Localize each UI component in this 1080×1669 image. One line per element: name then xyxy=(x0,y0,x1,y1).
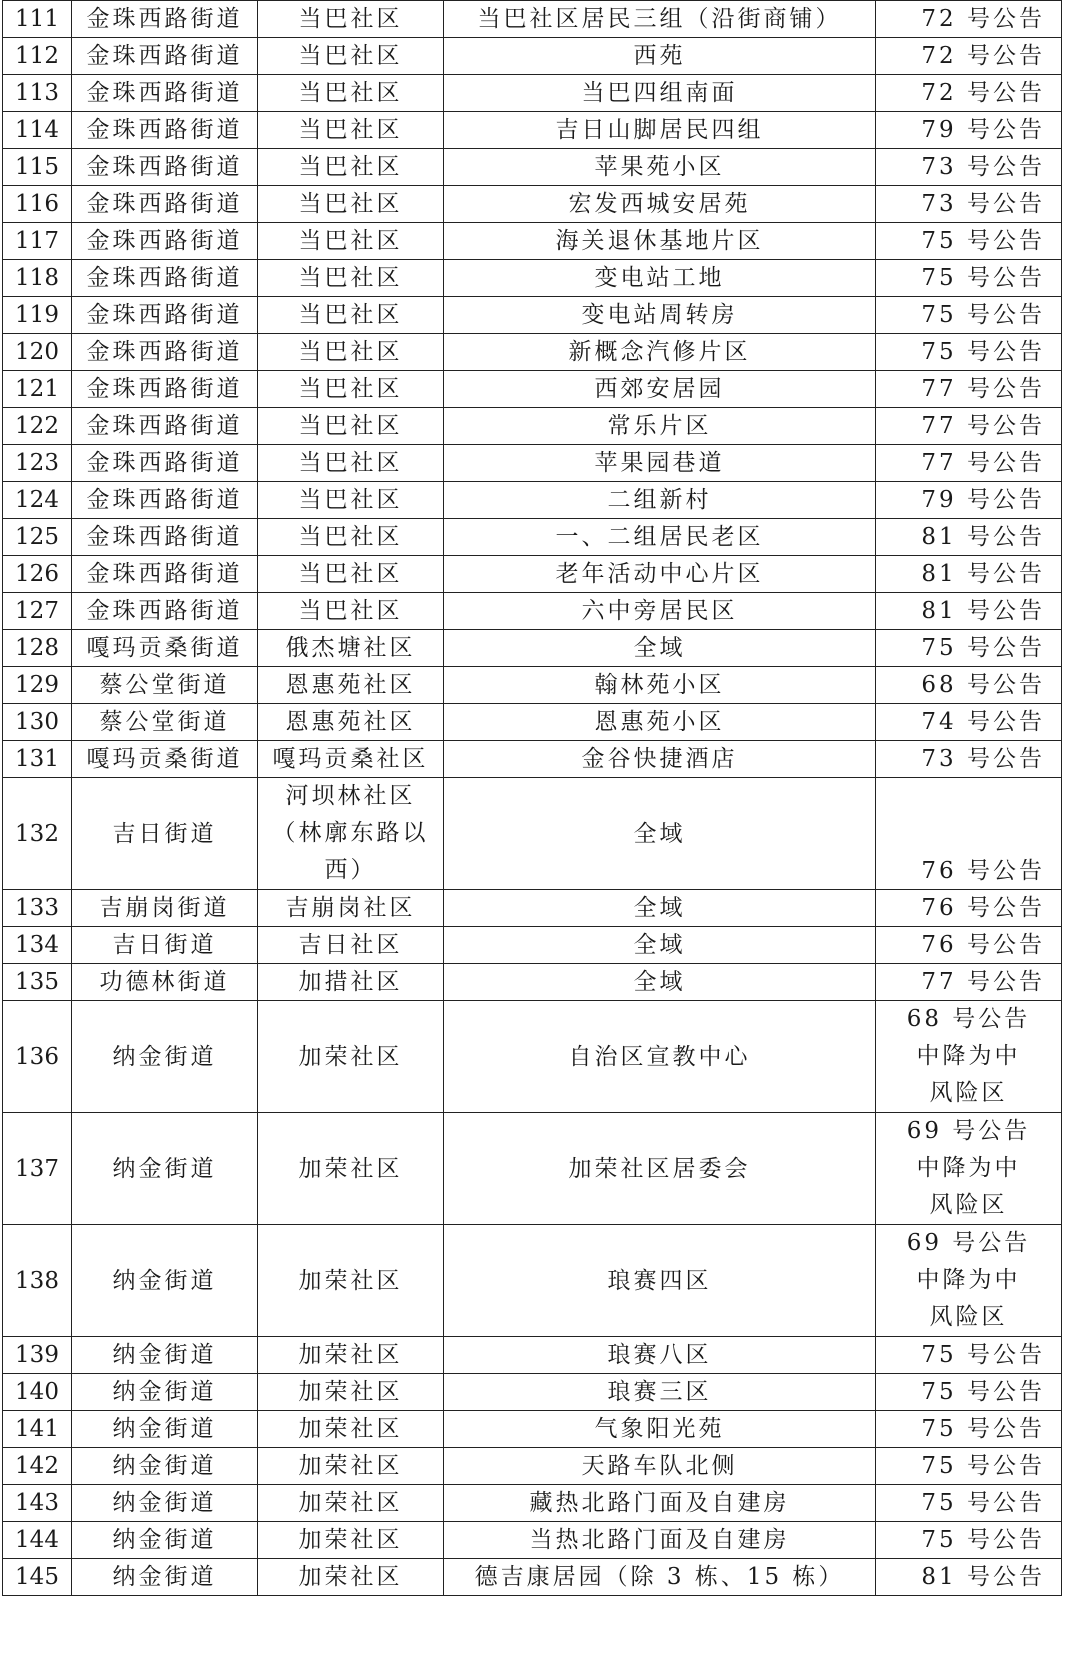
row-number-cell: 142 xyxy=(3,1448,72,1485)
row-number-cell: 111 xyxy=(3,1,72,38)
community-cell: 加荣社区 xyxy=(258,1485,444,1522)
area-cell: 变电站周转房 xyxy=(444,297,876,334)
community-cell: 当巴社区 xyxy=(258,593,444,630)
table-row xyxy=(3,890,1062,927)
table-row xyxy=(3,38,1062,75)
notice-cell xyxy=(876,445,1062,482)
notice-cell xyxy=(876,556,1062,593)
area-cell: 变电站工地 xyxy=(444,260,876,297)
street-cell: 金珠西路街道 xyxy=(72,371,258,408)
table-row xyxy=(3,371,1062,408)
community-cell: 吉崩岗社区 xyxy=(258,890,444,927)
community-cell: 当巴社区 xyxy=(258,519,444,556)
notice-cell xyxy=(876,1485,1062,1522)
street-cell: 金珠西路街道 xyxy=(72,556,258,593)
notice-cell-line: 风险区 xyxy=(929,1304,1008,1330)
table-row xyxy=(3,1485,1062,1522)
notice-cell xyxy=(876,1374,1062,1411)
area-cell: 德吉康居园（除 3 栋、15 栋） xyxy=(444,1559,876,1596)
notice-cell xyxy=(876,334,1062,371)
notice-cell xyxy=(876,927,1062,964)
table-row xyxy=(3,112,1062,149)
notice-cell xyxy=(876,186,1062,223)
community-cell: 加荣社区 xyxy=(258,1374,444,1411)
notice-cell-line: 77 号公告 xyxy=(921,413,1045,439)
table-row xyxy=(3,1337,1062,1374)
street-cell: 纳金街道 xyxy=(72,1522,258,1559)
notice-cell xyxy=(876,38,1062,75)
community-cell: 加荣社区 xyxy=(258,1337,444,1374)
community-cell: 当巴社区 xyxy=(258,149,444,186)
community-cell xyxy=(258,778,444,890)
notice-cell xyxy=(876,260,1062,297)
notice-cell-line: 75 号公告 xyxy=(921,302,1045,328)
street-cell: 金珠西路街道 xyxy=(72,75,258,112)
row-number-cell: 145 xyxy=(3,1559,72,1596)
street-cell: 金珠西路街道 xyxy=(72,334,258,371)
risk-area-table xyxy=(2,0,1062,1596)
table-row xyxy=(3,334,1062,371)
notice-cell xyxy=(876,371,1062,408)
row-number-cell: 136 xyxy=(3,1001,72,1113)
notice-cell-line: 风险区 xyxy=(929,1080,1008,1106)
notice-cell-line: 77 号公告 xyxy=(921,969,1045,995)
row-number-cell: 129 xyxy=(3,667,72,704)
row-number-cell: 137 xyxy=(3,1113,72,1225)
row-number-cell: 139 xyxy=(3,1337,72,1374)
street-cell: 金珠西路街道 xyxy=(72,38,258,75)
notice-cell-line: 72 号公告 xyxy=(921,80,1045,106)
table-row xyxy=(3,1448,1062,1485)
notice-cell-line: 69 号公告 xyxy=(906,1118,1031,1144)
notice-cell xyxy=(876,630,1062,667)
notice-cell-line: 75 号公告 xyxy=(921,1379,1045,1405)
notice-cell-line: 75 号公告 xyxy=(921,1490,1045,1516)
community-cell: 嘎玛贡桑社区 xyxy=(258,741,444,778)
notice-cell-line: 72 号公告 xyxy=(921,6,1045,32)
community-cell-line: 河坝林社区 xyxy=(285,783,416,809)
notice-cell-line: 69 号公告 xyxy=(906,1230,1031,1256)
community-cell: 当巴社区 xyxy=(258,297,444,334)
notice-cell-line: 中降为中 xyxy=(916,1043,1021,1069)
area-cell: 苹果园巷道 xyxy=(444,445,876,482)
notice-cell-line: 79 号公告 xyxy=(921,117,1045,143)
table-row xyxy=(3,1113,1062,1225)
notice-cell-line: 75 号公告 xyxy=(921,339,1045,365)
area-cell: 西郊安居园 xyxy=(444,371,876,408)
notice-cell xyxy=(876,408,1062,445)
area-cell: 常乐片区 xyxy=(444,408,876,445)
notice-cell xyxy=(876,964,1062,1001)
row-number-cell: 128 xyxy=(3,630,72,667)
row-number-cell: 140 xyxy=(3,1374,72,1411)
row-number-cell: 117 xyxy=(3,223,72,260)
notice-cell xyxy=(876,667,1062,704)
row-number-cell: 115 xyxy=(3,149,72,186)
notice-cell-line: 68 号公告 xyxy=(906,1006,1031,1032)
area-cell: 琅赛三区 xyxy=(444,1374,876,1411)
table-row xyxy=(3,667,1062,704)
notice-cell-line: 73 号公告 xyxy=(921,154,1045,180)
street-cell: 金珠西路街道 xyxy=(72,112,258,149)
notice-cell xyxy=(876,519,1062,556)
community-cell: 加荣社区 xyxy=(258,1225,444,1337)
community-cell: 加荣社区 xyxy=(258,1411,444,1448)
row-number-cell: 130 xyxy=(3,704,72,741)
street-cell: 金珠西路街道 xyxy=(72,223,258,260)
community-cell: 恩惠苑社区 xyxy=(258,704,444,741)
community-cell: 恩惠苑社区 xyxy=(258,667,444,704)
community-cell: 当巴社区 xyxy=(258,556,444,593)
community-cell: 当巴社区 xyxy=(258,334,444,371)
area-cell: 当巴四组南面 xyxy=(444,75,876,112)
area-cell: 金谷快捷酒店 xyxy=(444,741,876,778)
notice-cell xyxy=(876,149,1062,186)
area-cell: 六中旁居民区 xyxy=(444,593,876,630)
table-row xyxy=(3,1001,1062,1113)
notice-cell-line: 68 号公告 xyxy=(921,672,1045,698)
street-cell: 功德林街道 xyxy=(72,964,258,1001)
notice-cell-line: 76 号公告 xyxy=(921,932,1045,958)
notice-cell xyxy=(876,223,1062,260)
community-cell: 当巴社区 xyxy=(258,75,444,112)
notice-cell xyxy=(876,112,1062,149)
document-page xyxy=(2,0,1061,1664)
notice-cell-line: 75 号公告 xyxy=(921,265,1045,291)
row-number-cell: 126 xyxy=(3,556,72,593)
notice-cell xyxy=(876,1,1062,38)
street-cell: 金珠西路街道 xyxy=(72,408,258,445)
table-row xyxy=(3,741,1062,778)
street-cell: 纳金街道 xyxy=(72,1225,258,1337)
notice-cell-line: 72 号公告 xyxy=(921,43,1045,69)
notice-cell-line: 79 号公告 xyxy=(921,487,1045,513)
community-cell: 当巴社区 xyxy=(258,1,444,38)
area-cell: 恩惠苑小区 xyxy=(444,704,876,741)
community-cell-line: （林廓东路以 xyxy=(272,820,429,846)
street-cell: 金珠西路街道 xyxy=(72,149,258,186)
notice-cell-line: 77 号公告 xyxy=(921,450,1045,476)
table-row xyxy=(3,1559,1062,1596)
table-row xyxy=(3,1,1062,38)
row-number-cell: 118 xyxy=(3,260,72,297)
community-cell: 当巴社区 xyxy=(258,408,444,445)
table-row xyxy=(3,519,1062,556)
area-cell: 老年活动中心片区 xyxy=(444,556,876,593)
community-cell: 俄杰塘社区 xyxy=(258,630,444,667)
notice-cell-line: 81 号公告 xyxy=(921,524,1045,550)
row-number-cell: 133 xyxy=(3,890,72,927)
area-cell: 苹果苑小区 xyxy=(444,149,876,186)
table-row xyxy=(3,927,1062,964)
area-cell: 气象阳光苑 xyxy=(444,1411,876,1448)
community-cell: 加荣社区 xyxy=(258,1522,444,1559)
notice-cell-line: 76 号公告 xyxy=(921,895,1045,921)
row-number-cell: 121 xyxy=(3,371,72,408)
table-row xyxy=(3,1522,1062,1559)
notice-cell-line: 81 号公告 xyxy=(921,598,1045,624)
notice-cell xyxy=(876,1113,1062,1225)
street-cell: 金珠西路街道 xyxy=(72,482,258,519)
street-cell: 吉日街道 xyxy=(72,927,258,964)
community-cell: 当巴社区 xyxy=(258,482,444,519)
area-cell: 二组新村 xyxy=(444,482,876,519)
row-number-cell: 141 xyxy=(3,1411,72,1448)
street-cell: 蔡公堂街道 xyxy=(72,704,258,741)
table-row xyxy=(3,186,1062,223)
area-cell: 琅赛四区 xyxy=(444,1225,876,1337)
area-cell: 加荣社区居委会 xyxy=(444,1113,876,1225)
row-number-cell: 135 xyxy=(3,964,72,1001)
street-cell: 嘎玛贡桑街道 xyxy=(72,630,258,667)
area-cell: 吉日山脚居民四组 xyxy=(444,112,876,149)
row-number-cell: 116 xyxy=(3,186,72,223)
row-number-cell: 131 xyxy=(3,741,72,778)
area-cell: 全域 xyxy=(444,778,876,890)
notice-cell-line: 73 号公告 xyxy=(921,746,1045,772)
row-number-cell: 134 xyxy=(3,927,72,964)
table-row xyxy=(3,149,1062,186)
street-cell: 纳金街道 xyxy=(72,1448,258,1485)
table-row xyxy=(3,704,1062,741)
area-cell: 天路车队北侧 xyxy=(444,1448,876,1485)
street-cell: 金珠西路街道 xyxy=(72,593,258,630)
notice-cell-line: 75 号公告 xyxy=(921,1342,1045,1368)
notice-cell xyxy=(876,704,1062,741)
community-cell: 当巴社区 xyxy=(258,371,444,408)
area-cell: 全域 xyxy=(444,890,876,927)
area-cell: 翰林苑小区 xyxy=(444,667,876,704)
table-row xyxy=(3,964,1062,1001)
notice-cell xyxy=(876,778,1062,890)
notice-cell xyxy=(876,593,1062,630)
row-number-cell: 113 xyxy=(3,75,72,112)
notice-cell-line: 75 号公告 xyxy=(921,635,1045,661)
table-row xyxy=(3,445,1062,482)
area-cell: 全域 xyxy=(444,964,876,1001)
area-cell: 新概念汽修片区 xyxy=(444,334,876,371)
community-cell: 加荣社区 xyxy=(258,1559,444,1596)
table-row xyxy=(3,260,1062,297)
table-row xyxy=(3,297,1062,334)
area-cell: 海关退休基地片区 xyxy=(444,223,876,260)
street-cell: 纳金街道 xyxy=(72,1337,258,1374)
street-cell: 嘎玛贡桑街道 xyxy=(72,741,258,778)
notice-cell-line: 73 号公告 xyxy=(921,191,1045,217)
area-cell: 西苑 xyxy=(444,38,876,75)
community-cell: 当巴社区 xyxy=(258,186,444,223)
area-cell: 琅赛八区 xyxy=(444,1337,876,1374)
area-cell: 一、二组居民老区 xyxy=(444,519,876,556)
table-row xyxy=(3,223,1062,260)
row-number-cell: 138 xyxy=(3,1225,72,1337)
notice-cell xyxy=(876,1225,1062,1337)
community-cell: 当巴社区 xyxy=(258,445,444,482)
street-cell: 金珠西路街道 xyxy=(72,297,258,334)
street-cell: 吉崩岗街道 xyxy=(72,890,258,927)
street-cell: 金珠西路街道 xyxy=(72,1,258,38)
area-cell: 全域 xyxy=(444,630,876,667)
community-cell: 加措社区 xyxy=(258,964,444,1001)
notice-cell-line: 81 号公告 xyxy=(921,1564,1045,1590)
table-row xyxy=(3,482,1062,519)
street-cell: 纳金街道 xyxy=(72,1374,258,1411)
community-cell: 加荣社区 xyxy=(258,1001,444,1113)
notice-cell-line: 77 号公告 xyxy=(921,376,1045,402)
notice-cell xyxy=(876,1411,1062,1448)
notice-cell-line: 81 号公告 xyxy=(921,561,1045,587)
community-cell-line: 西） xyxy=(324,857,377,883)
notice-cell xyxy=(876,1522,1062,1559)
community-cell: 当巴社区 xyxy=(258,38,444,75)
area-cell: 藏热北路门面及自建房 xyxy=(444,1485,876,1522)
notice-cell-line: 中降为中 xyxy=(916,1155,1021,1181)
table-row xyxy=(3,778,1062,890)
community-cell: 当巴社区 xyxy=(258,112,444,149)
notice-cell-line: 中降为中 xyxy=(916,1267,1021,1293)
community-cell: 当巴社区 xyxy=(258,223,444,260)
notice-cell xyxy=(876,890,1062,927)
community-cell: 当巴社区 xyxy=(258,260,444,297)
notice-cell xyxy=(876,1448,1062,1485)
community-cell: 吉日社区 xyxy=(258,927,444,964)
notice-cell xyxy=(876,75,1062,112)
table-row xyxy=(3,593,1062,630)
table-row xyxy=(3,1374,1062,1411)
notice-cell-line: 风险区 xyxy=(929,1192,1008,1218)
street-cell: 金珠西路街道 xyxy=(72,260,258,297)
row-number-cell: 119 xyxy=(3,297,72,334)
row-number-cell: 124 xyxy=(3,482,72,519)
row-number-cell: 122 xyxy=(3,408,72,445)
notice-cell xyxy=(876,1559,1062,1596)
street-cell: 纳金街道 xyxy=(72,1411,258,1448)
notice-cell-line: 75 号公告 xyxy=(921,1453,1045,1479)
row-number-cell: 120 xyxy=(3,334,72,371)
row-number-cell: 132 xyxy=(3,778,72,890)
area-cell: 自治区宣教中心 xyxy=(444,1001,876,1113)
street-cell: 蔡公堂街道 xyxy=(72,667,258,704)
notice-cell-line: 75 号公告 xyxy=(921,228,1045,254)
notice-cell xyxy=(876,741,1062,778)
notice-cell xyxy=(876,1001,1062,1113)
notice-cell xyxy=(876,482,1062,519)
notice-cell-line: 75 号公告 xyxy=(921,1416,1045,1442)
area-cell: 宏发西城安居苑 xyxy=(444,186,876,223)
area-cell: 当热北路门面及自建房 xyxy=(444,1522,876,1559)
table-body xyxy=(3,1,1062,1596)
row-number-cell: 125 xyxy=(3,519,72,556)
table-row xyxy=(3,75,1062,112)
table-row xyxy=(3,556,1062,593)
community-cell: 加荣社区 xyxy=(258,1448,444,1485)
notice-cell xyxy=(876,297,1062,334)
row-number-cell: 127 xyxy=(3,593,72,630)
street-cell: 金珠西路街道 xyxy=(72,186,258,223)
table-row xyxy=(3,1225,1062,1337)
table-row xyxy=(3,630,1062,667)
street-cell: 纳金街道 xyxy=(72,1559,258,1596)
street-cell: 金珠西路街道 xyxy=(72,445,258,482)
street-cell: 吉日街道 xyxy=(72,778,258,890)
row-number-cell: 114 xyxy=(3,112,72,149)
notice-cell-line: 76 号公告 xyxy=(921,858,1045,884)
community-cell: 加荣社区 xyxy=(258,1113,444,1225)
row-number-cell: 123 xyxy=(3,445,72,482)
street-cell: 金珠西路街道 xyxy=(72,519,258,556)
street-cell: 纳金街道 xyxy=(72,1113,258,1225)
table-row xyxy=(3,1411,1062,1448)
street-cell: 纳金街道 xyxy=(72,1001,258,1113)
row-number-cell: 143 xyxy=(3,1485,72,1522)
row-number-cell: 112 xyxy=(3,38,72,75)
row-number-cell: 144 xyxy=(3,1522,72,1559)
table-row xyxy=(3,408,1062,445)
area-cell: 当巴社区居民三组（沿街商铺） xyxy=(444,1,876,38)
notice-cell-line: 75 号公告 xyxy=(921,1527,1045,1553)
notice-cell-line: 74 号公告 xyxy=(921,709,1045,735)
area-cell: 全域 xyxy=(444,927,876,964)
notice-cell xyxy=(876,1337,1062,1374)
street-cell: 纳金街道 xyxy=(72,1485,258,1522)
